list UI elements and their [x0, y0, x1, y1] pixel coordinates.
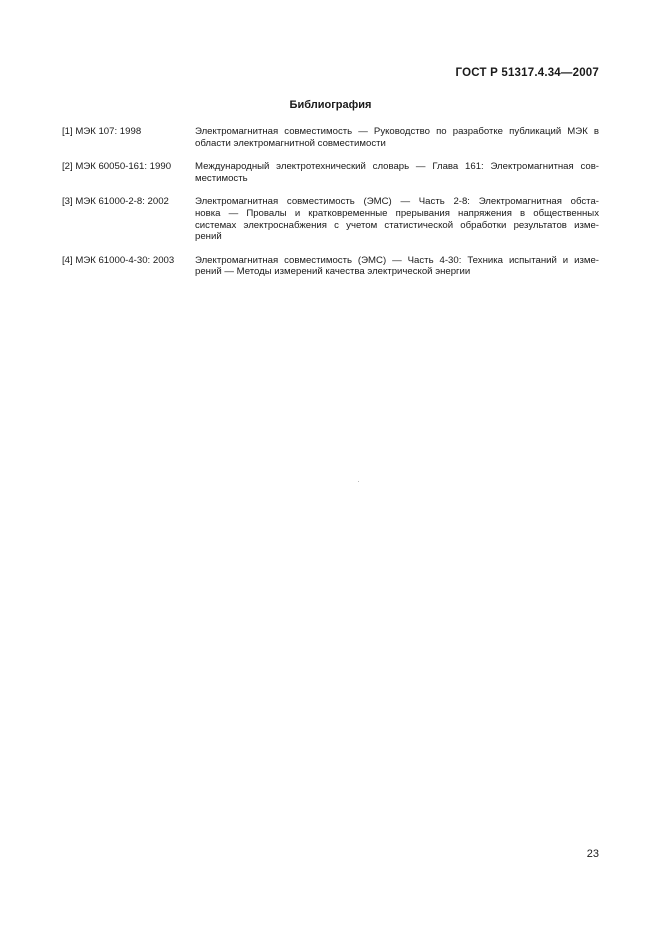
entry-line: Электромагнитная совместимость (ЭМС) — Часть 2-8: Электромагнитная обста- [195, 196, 599, 208]
bibliography-entry [62, 196, 599, 242]
page-number: 23 [586, 848, 599, 860]
bibliography-list [62, 126, 599, 290]
entry-description [195, 255, 599, 278]
entry-line: системах электроснабжения с учетом статистической обработки результатов изме- [195, 219, 599, 231]
document-code: ГОСТ Р 51317.4.34—2007 [455, 67, 599, 79]
entry-description [195, 196, 599, 242]
entry-line: рений [195, 231, 222, 243]
bibliography-title: Библиография [289, 99, 372, 111]
entry-line: новка — Провалы и кратковременные прерывания напряжения в общественных [195, 207, 599, 219]
bibliography-entry [62, 161, 599, 184]
entry-line: местимость [195, 172, 248, 184]
scan-speck [358, 481, 359, 482]
entry-reference: [3] МЭК 61000-2-8: 2002 [62, 196, 169, 208]
entry-reference: [1] МЭК 107: 1998 [62, 126, 142, 137]
entry-line: рений — Методы измерений качества электрической энергии [195, 266, 471, 278]
entry-description [195, 126, 599, 149]
entry-reference: [2] МЭК 60050-161: 1990 [62, 161, 172, 173]
entry-description [195, 161, 599, 184]
entry-reference: [4] МЭК 61000-4-30: 2003 [62, 254, 175, 266]
entry-line: Электромагнитная совместимость — Руководство по разработке публикаций МЭК в [195, 126, 599, 137]
bibliography-entry [62, 255, 599, 278]
entry-line: области электромагнитной совместимости [195, 137, 386, 149]
entry-line: Электромагнитная совместимость (ЭМС) — Часть 4-30: Техника испытаний и изме- [195, 254, 599, 266]
entry-line: Международный электротехнический словарь — Глава 161: Электромагнитная сов- [195, 161, 599, 173]
bibliography-entry [62, 126, 599, 149]
